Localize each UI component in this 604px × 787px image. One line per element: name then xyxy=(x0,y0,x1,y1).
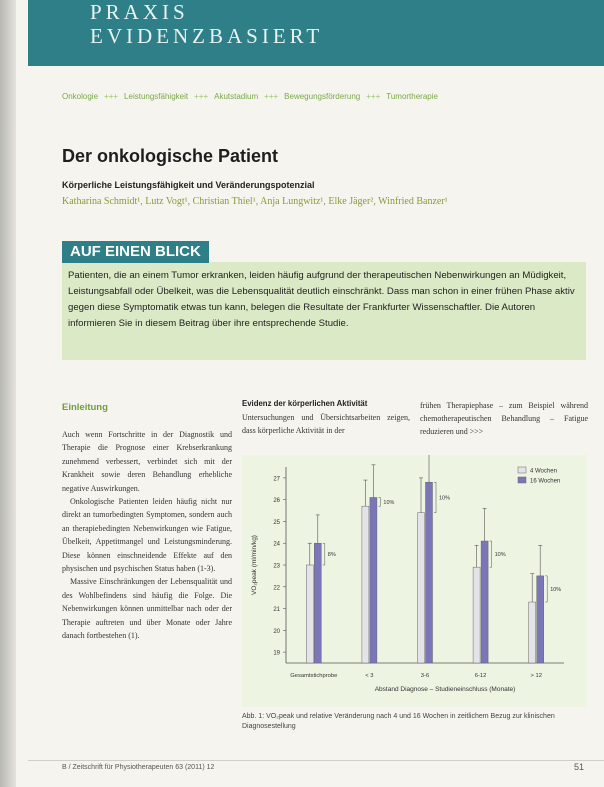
y-tick-label: 22 xyxy=(273,585,280,592)
y-tick-label: 24 xyxy=(273,541,280,548)
y-tick-label: 23 xyxy=(273,563,280,570)
x-tick-label: < 3 xyxy=(365,673,374,679)
evidence-heading: Evidenz der körperlichen Aktivität xyxy=(242,399,368,408)
tag-separator: +++ xyxy=(104,92,119,101)
y-tick-label: 25 xyxy=(273,519,280,526)
change-annotation: 10% xyxy=(550,586,562,593)
section-title xyxy=(90,0,323,48)
figure-caption: Abb. 1: VO₂peak und relative Veränderung nach 4 und 16 Wochen in zeitlichem Bezug zur klinischen Diagnosestellung xyxy=(242,713,555,730)
figure-vo2peak xyxy=(242,455,587,707)
x-tick-label: 6-12 xyxy=(474,673,487,679)
bar xyxy=(314,543,321,663)
x-tick-label: 3-6 xyxy=(420,673,430,679)
keyword-tag: Leistungsfähigkeit xyxy=(124,92,189,101)
bar xyxy=(426,482,433,663)
legend-label: 16 Wochen xyxy=(530,478,561,485)
x-tick-label: Gesamtstichprobe xyxy=(290,673,338,679)
y-axis-label: VO₂peak (ml/min/kg) xyxy=(251,535,258,595)
third-column-text: frühen Therapiephase – zum Beispiel während chemotherapeutischen Behandlung – Fatigue reduzieren und >>> xyxy=(420,401,588,436)
x-tick-label: > 12 xyxy=(530,673,542,679)
keyword-tag: Akutstadium xyxy=(214,92,259,101)
intro-heading: Einleitung xyxy=(62,402,108,413)
legend-swatch xyxy=(518,467,526,473)
bar xyxy=(537,576,544,663)
glance-text: Patienten, die an einem Tumor erkranken, leiden häufig aufgrund der therapeutischen Nebenwirkungen an Müdigkeit, Leistungsabfall oder Übelkeit, was die Lebensqualität deutlich einschränkt. Dass man schon in einer frühen Phase aktiv gegen diese Symptomatik etwas tun kann, belegen die Resultate der Frankfurter Wissenschaftler. Die Autoren informieren Sie in diesem Beitrag über ihre entsprechende Studie. xyxy=(68,270,575,329)
evidence-text: Untersuchungen und Übersichtsarbeiten zeigen, dass körperliche Aktivität in der xyxy=(242,413,410,435)
intro-paragraph: Onkologische Patienten leiden häufig nicht nur direkt an tumorbedingten Symptomen, sondern auch an therapiebedingten Nebenwirkungen wie Fatigue, Übelkeit, Appetitmangel und Leistungsminderung. Diese können einschneidende Effekte auf den physischen und psychischen Status haben (1-3). xyxy=(62,497,232,574)
keyword-tags xyxy=(62,92,438,101)
keyword-tag: Bewegungsförderung xyxy=(284,92,361,101)
article-subtitle: Körperliche Leistungsfähigkeit und Veränderungspotenzial xyxy=(62,180,315,190)
keyword-tag: Onkologie xyxy=(62,92,99,101)
intro-paragraph: Massive Einschränkungen der Lebensqualität und des Wohlbefindens sind häufig die Folge. Die Nebenwirkungen können unmittelbar nach oder der Therapie auftreten und über Monate oder Jahre danach fortbestehen (1). xyxy=(62,577,232,641)
y-tick-label: 26 xyxy=(273,498,280,505)
tag-separator: +++ xyxy=(366,92,381,101)
bar xyxy=(362,506,369,663)
change-annotation: 8% xyxy=(327,552,336,559)
y-tick-label: 19 xyxy=(273,650,280,657)
change-bracket xyxy=(490,541,492,567)
x-axis-label: Abstand Diagnose – Studieneinschluss (Monate) xyxy=(374,686,516,693)
bar xyxy=(529,602,536,663)
book-spine-shadow xyxy=(0,0,16,787)
bar xyxy=(418,513,425,663)
page-number: 51 xyxy=(574,762,585,772)
intro-paragraph: Auch wenn Fortschritte in der Diagnostik und Therapie die Prognose einer Krebserkrankung zunehmend verbessert, verbindet sich mit der Krankheit sowie deren Behandlung erhebliche negative Auswirkungen. xyxy=(62,430,232,493)
section-title-line1: PRAXIS xyxy=(90,0,189,24)
article-title: Der onkologische Patient xyxy=(62,146,279,166)
bar xyxy=(473,567,480,663)
y-tick-label: 21 xyxy=(273,607,280,614)
change-bracket xyxy=(378,497,380,506)
footer-journal: B / Zeitschrift für Physiotherapeuten 63 (2011) 12 xyxy=(62,764,215,771)
section-title-line2: EVIDENZBASIERT xyxy=(90,24,324,48)
change-bracket xyxy=(545,576,547,602)
change-annotation: 10% xyxy=(494,552,506,559)
legend-label: 4 Wochen xyxy=(530,468,557,475)
change-annotation: 10% xyxy=(439,495,451,502)
bar xyxy=(306,565,313,663)
legend-swatch xyxy=(518,477,526,483)
intro-column xyxy=(62,428,232,643)
footer-rule xyxy=(28,760,604,761)
tag-separator: +++ xyxy=(194,92,209,101)
vo2peak-chart xyxy=(242,455,587,707)
change-bracket xyxy=(434,482,436,512)
bar xyxy=(370,497,377,663)
change-bracket xyxy=(323,543,325,565)
tag-separator: +++ xyxy=(264,92,279,101)
section-banner xyxy=(28,0,604,66)
glance-label: AUF EINEN BLICK xyxy=(62,241,209,263)
keyword-tag: Tumortherapie xyxy=(386,92,438,101)
y-tick-label: 20 xyxy=(273,628,280,635)
article-authors: Katharina Schmidt¹, Lutz Vogt¹, Christian Thiel¹, Anja Lungwitz¹, Elke Jäger², Winfried Banzer¹ xyxy=(62,196,448,207)
bar xyxy=(481,541,488,663)
change-annotation: 10% xyxy=(383,499,395,506)
y-tick-label: 27 xyxy=(273,476,280,483)
